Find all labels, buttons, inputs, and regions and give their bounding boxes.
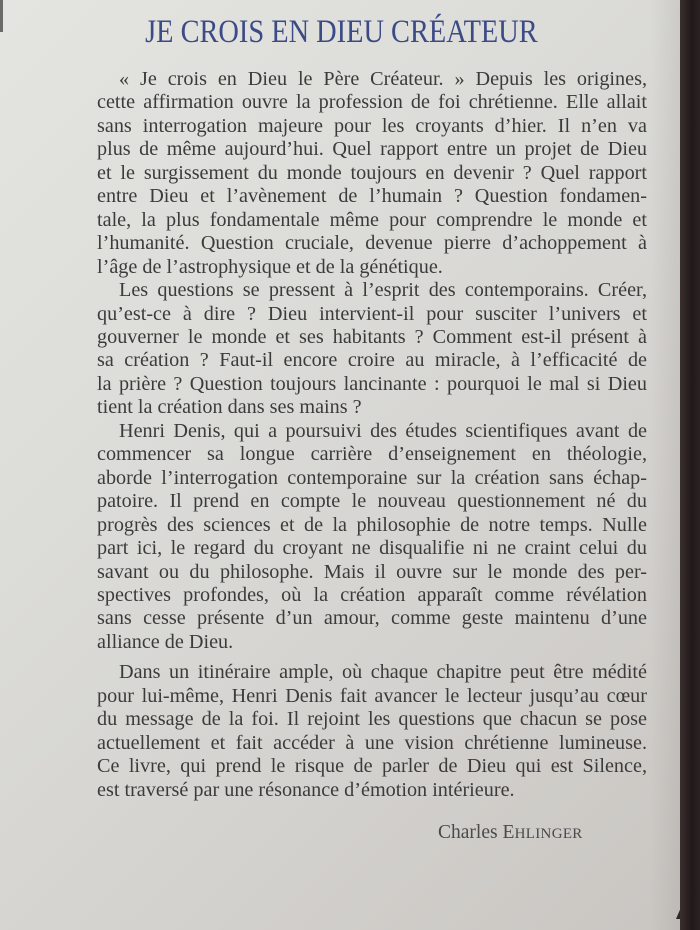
text-line: sa création ? Faut-il encore croire au miracle, à l’efficacité de xyxy=(97,349,647,372)
paragraph-4 xyxy=(75,661,647,802)
text-line: Henri Denis, qui a poursuivi des études scientifiques avant de xyxy=(119,419,647,442)
text-line: gouverner le monde et ses habitants ? Comment est-il présent à xyxy=(97,325,647,348)
paragraph-2 xyxy=(75,279,647,420)
text-line: et le surgissement du monde toujours en devenir ? Quel rapport xyxy=(97,161,647,184)
author-signature xyxy=(438,822,583,844)
text-line: spectives profondes, où la création apparaît comme révélation xyxy=(97,583,647,606)
text-line: actuellement et fait accéder à une vision chrétienne lumineuse. xyxy=(97,731,647,754)
book-title: JE CROIS EN DIEU CRÉATEUR xyxy=(145,14,538,50)
text-line: savant ou du philosophe. Mais il ouvre sur le monde des per- xyxy=(97,560,647,583)
text-line: tient la création dans ses mains ? xyxy=(97,396,362,419)
text-line: Dans un itinéraire ample, où chaque chapitre peut être médité xyxy=(119,661,647,684)
page-shadow xyxy=(650,0,680,930)
text-line: sans interrogation majeure pour les croyants d’hier. Il n’en va xyxy=(97,114,647,137)
text-line: cette affirmation ouvre la profession de foi chrétienne. Elle allait xyxy=(97,91,647,114)
blurb-text xyxy=(75,68,647,802)
text-line: la prière ? Question toujours lancinante : pourquoi le mal si Dieu xyxy=(97,372,647,395)
text-line: qu’est-ce à dire ? Dieu intervient-il pour susciter l’univers et xyxy=(97,302,647,325)
book-edge xyxy=(680,0,700,930)
text-line: l’âge de l’astrophysique et de la génétique. xyxy=(97,255,443,278)
paragraph-1 xyxy=(75,68,647,279)
text-line: part ici, le regard du croyant ne disqualifie ni ne craint celui du xyxy=(97,537,647,560)
text-line: alliance de Dieu. xyxy=(97,630,234,653)
paragraph-3 xyxy=(75,420,647,655)
text-line: Ce livre, qui prend le risque de parler de Dieu qui est Silence, xyxy=(97,755,647,778)
text-line: patoire. Il prend en compte le nouveau questionnement né du xyxy=(97,490,647,513)
text-line: aborde l’interrogation contemporaine sur la création sans échap- xyxy=(97,466,647,489)
text-line: l’humanité. Question cruciale, devenue pierre d’achoppement à xyxy=(97,232,647,255)
text-line: plus de même aujourd’hui. Quel rapport entre un projet de Dieu xyxy=(97,138,647,161)
signature-last-name xyxy=(502,822,583,843)
text-line: est traversé par une résonance d’émotion intérieure. xyxy=(97,778,515,801)
text-line: Les questions se pressent à l’esprit des contemporains. Créer, xyxy=(119,279,647,302)
text-line: commencer sa longue carrière d’enseignement en théologie, xyxy=(97,443,647,466)
text-line: progrès des sciences et de la philosophie de notre temps. Nulle xyxy=(97,513,647,536)
signature-last-rest: HLINGER xyxy=(514,826,583,842)
signature-first-name: Charles xyxy=(438,822,498,843)
text-line: sans cesse présente d’un amour, comme geste maintenu d’une xyxy=(97,607,647,630)
paragraph-spacer xyxy=(75,654,647,661)
text-line: entre Dieu et l’avènement de l’humain ? Question fondamen- xyxy=(97,185,647,208)
background-strip xyxy=(0,0,3,32)
text-line: « Je crois en Dieu le Père Créateur. » Depuis les origines, xyxy=(119,68,647,90)
text-line: tale, la plus fondamentale même pour comprendre le monde et xyxy=(97,208,647,231)
signature-last-initial: E xyxy=(502,822,515,843)
text-line: du message de la foi. Il rejoint les questions que chacun se pose xyxy=(97,708,647,731)
text-line: pour lui-même, Henri Denis fait avancer le lecteur jusqu’au cœur xyxy=(97,684,647,707)
